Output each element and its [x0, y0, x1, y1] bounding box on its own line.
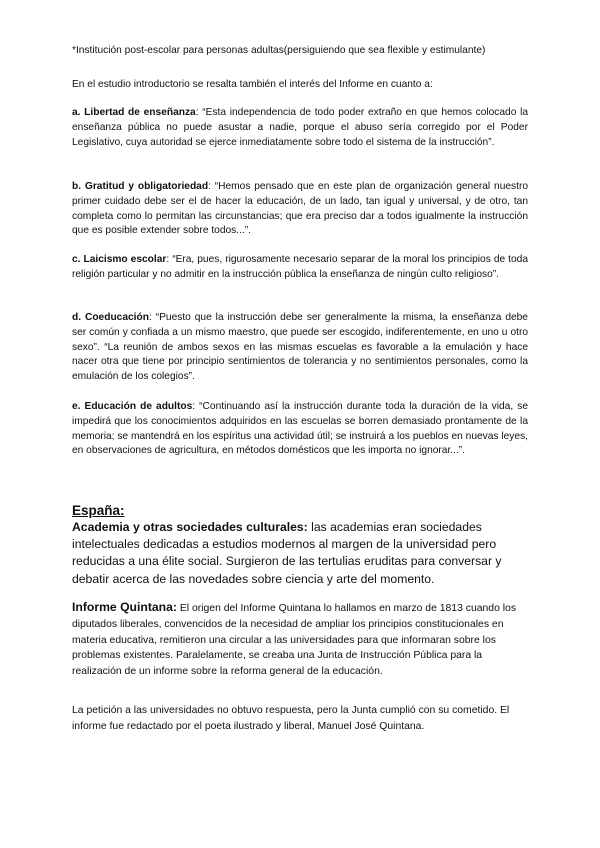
- principle-d-title: d. Coeducación: [72, 312, 149, 323]
- principle-e-text: “Continuando así la instrucción durante toda la duración de la vida, se impedirá que los conocimientos adquiridos en las escuelas se borren demasiado prontamente de la memoria; se mantendrá en los espíritus una actividad útil; se instruirá a los pueblos en nuevas leyes, en observaciones de agricultura, en métodos domésticos que les importa no ignorar...”.: [72, 401, 528, 457]
- principle-c: c. Laicismo escolar: “Era, pues, rigurosamente necesario separar de la moral los principios de toda religión particular y no admitir en la instrucción pública la enseñanza de ningún culto religioso”.: [72, 254, 528, 280]
- principle-a: a. Libertad de enseñanza: “Esta independencia de todo poder extraño en que hemos colocado la enseñanza pública no puede asustar a nadie, porque el abuso sería corregido por el Poder Legislativo, cuya autoridad se ejerce inmediatamente sobre todo el sistema de la instrucción”.: [72, 107, 529, 148]
- spain-heading: España:: [72, 503, 125, 518]
- quintana-title: Informe Quintana:: [72, 600, 177, 614]
- academia-title: Academia y otras sociedades culturales:: [72, 520, 308, 534]
- principle-d-text: “Puesto que la instrucción debe ser generalmente la misma, la enseñanza debe ser común y confiada a un mismo maestro, que puede ser escogido, indiferentemente, en uno u otro sexo”. “La reunión de ambos sexos en las mismas escuelas es favorable a la emulación y hace nacer otra que tiene por principio sentimientos de tolerancia y no sentimientos personales, como la emulación de los colegios”.: [72, 312, 528, 383]
- principle-b: b. Gratitud y obligatoriedad: “Hemos pensado que en este plan de organización general nuestro primer cuidado debe ser el de hacer la educación, de un lado, tan igual y universal, y de otro, tan completa como lo permitan las circunstancias; que era preciso dar a todos igualmente la instrucción que es posible extender sobre todos...”.: [72, 181, 529, 237]
- quintana-text: El origen del Informe Quintana lo hallamos en marzo de 1813 cuando los diputados liberales, convencidos de la necesidad de ampliar los principios constitucionales en materia educativa, remitieron una circular a las universidades para que informaran sobre los problemas existentes. Paralelamente, se creaba una Junta de Instrucción Pública para la realización de un informe sobre la reforma general de la educación.: [72, 603, 517, 678]
- principle-a-text: “Esta independencia de todo poder extraño en que hemos colocado la enseñanza pública no puede asustar a nadie, porque el abuso sería corregido por el Poder Legislativo, cuya autoridad se ejerce inmediatamente sobre todo el sistema de la instrucción”.: [72, 107, 529, 148]
- principle-b-text: “Hemos pensado que en este plan de organización general nuestro primer cuidado debe ser el de hacer la educación, de un lado, tan igual y universal, y de otro, tan completa como lo permitan las circunstancias; que era preciso dar a todos igualmente la instrucción que es posible extender sobre todos...”.: [72, 181, 529, 237]
- principle-c-text: “Era, pues, rigurosamente necesario separar de la moral los principios de toda religión particular y no admitir en la instrucción pública la enseñanza de ningún culto religioso”.: [72, 254, 528, 280]
- principle-c-title: c. Laicismo escolar: [72, 254, 167, 265]
- principle-d: d. Coeducación: “Puesto que la instrucción debe ser generalmente la misma, la enseñanza debe ser común y confiada a un mismo maestro, que puede ser escogido, indiferentemente, en uno u otro sexo”. “La reunión de ambos sexos en las mismas escuelas es favorable a la emulación y hace nacer otra que tiene por principio sentimientos de tolerancia y no sentimientos personales, como la emulación de los colegios”.: [72, 312, 528, 383]
- closing-paragraph: La petición a las universidades no obtuvo respuesta, pero la Junta cumplió con su cometido. El informe fue redactado por el poeta ilustrado y liberal, Manuel José Quintana.: [72, 705, 510, 732]
- academia-text: las academias eran sociedades intelectuales dedicadas a estudios modernos al margen de la universidad pero reducidas a una élite social. Surgieron de las tertulias eruditas para conversar y debatir acerca de las novedades sobre ciencia y arte del momento.: [72, 520, 502, 586]
- principle-e: e. Educación de adultos: “Continuando así la instrucción durante toda la duración de la vida, se impedirá que los conocimientos adquiridos en las escuelas se borren demasiado prontamente de la memoria; se mantendrá en los espíritus una actividad útil; se instruirá a los pueblos en nuevas leyes, en observaciones de agricultura, en métodos domésticos que les importa no ignorar...”.: [72, 401, 528, 457]
- quintana-paragraph: [72, 600, 528, 680]
- principle-a-title: a. Libertad de enseñanza: [72, 107, 196, 118]
- academia-paragraph: [72, 519, 528, 588]
- principle-e-title: e. Educación de adultos: [72, 401, 193, 412]
- intro-post-school: *Institución post-escolar para personas adultas(persiguiendo que sea flexible y estimulante): [72, 45, 486, 56]
- principle-b-title: b. Gratitud y obligatoriedad: [72, 181, 209, 192]
- intro-informe-interest: En el estudio introductorio se resalta también el interés del Informe en cuanto a:: [72, 79, 433, 90]
